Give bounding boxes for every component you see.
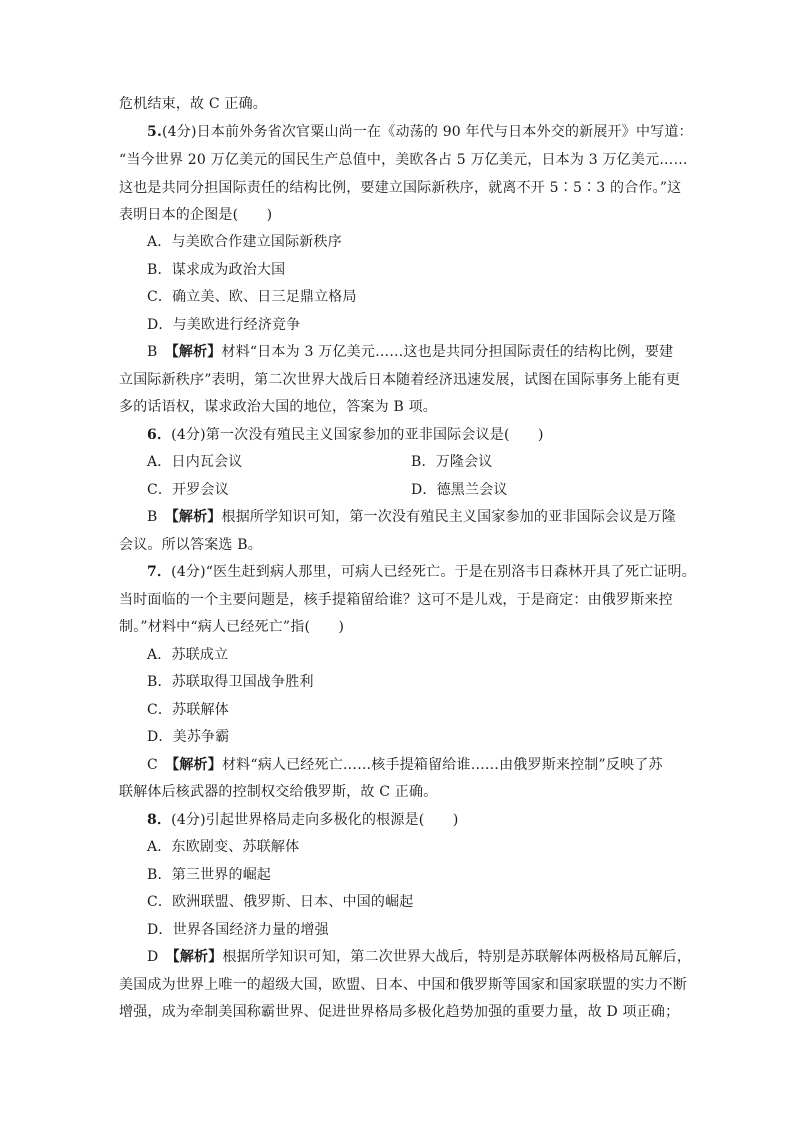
text-line: 危机结束，故 C 正确。 [119, 96, 268, 112]
text-line: 立国际新秩序”表明，第二次世界大战后日本随着经济迅速发展，试图在国际事务上能有更 [119, 372, 681, 388]
question-number: 7． [147, 564, 172, 580]
option-c: C．欧洲联盟、俄罗斯、日本、中国的崛起 [147, 894, 414, 910]
option-c: C．苏联解体 [147, 702, 229, 718]
question-8-stem: 8．(4分)引起世界格局走向多极化的根源是( ) [147, 812, 459, 828]
answer-analysis: B 【解析】根据所学知识可知，第一次没有殖民主义国家参加的亚非国际会议是万隆 [147, 509, 676, 525]
option-c: C．确立美、欧、日三足鼎立格局 [147, 289, 357, 305]
answer-analysis: C 【解析】材料“病人已经死亡……核手提箱留给谁……由俄罗斯来控制”反映了苏 [147, 757, 663, 773]
option-d: D．德黑兰会议 [411, 482, 508, 498]
answer-analysis: D 【解析】根据所学知识可知，第二次世界大战后，特别是苏联解体两极格局瓦解后， [147, 949, 692, 965]
text-line: 当时面临的一个主要问题是，核手提箱留给谁？这可不是儿戏，于是商定：由俄罗斯来控 [119, 592, 673, 608]
text-line: 制。”材料中“病人已经死亡”指( ) [119, 619, 345, 635]
option-b: B．第三世界的崛起 [147, 867, 272, 883]
option-b: B．谋求成为政治大国 [147, 262, 286, 278]
option-d: D．美苏争霸 [147, 729, 230, 745]
question-number: 8． [147, 812, 172, 828]
option-d: D．世界各国经济力量的增强 [147, 922, 329, 938]
question-number: 5. [147, 124, 163, 140]
answer-analysis: B 【解析】材料“日本为 3 万亿美元……这也是共同分担国际责任的结构比例，要建 [147, 344, 674, 360]
option-a: A．苏联成立 [147, 647, 229, 663]
text-line: 会议。所以答案选 B。 [119, 537, 262, 553]
text-line: 多的话语权，谋求政治大国的地位，答案为 B 项。 [119, 399, 437, 415]
text-line: 联解体后核武器的控制权交给俄罗斯，故 C 正确。 [119, 784, 438, 800]
answer-letter: B [147, 344, 158, 360]
option-d: D．与美欧进行经济竞争 [147, 317, 301, 333]
option-a: A．东欧剧变、苏联解体 [147, 839, 300, 855]
answer-letter: C [147, 757, 158, 773]
answer-letter: B [147, 509, 158, 525]
analysis-tag: 【解析】 [172, 757, 222, 773]
text-line: 增强，成为牵制美国称霸世界、促进世界格局多极化趋势加强的重要力量，故 D 项正确； [119, 1004, 680, 1020]
answer-letter: D [147, 949, 159, 965]
option-b: B．苏联取得卫国战争胜利 [147, 674, 314, 690]
question-number: 6． [147, 427, 172, 443]
option-b: B．万隆会议 [411, 454, 493, 470]
text-line: 表明日本的企图是( ) [119, 207, 273, 223]
option-a: A．与美欧合作建立国际新秩序 [147, 234, 342, 250]
text-line: 这也是共同分担国际责任的结构比例，要建立国际新秩序，就离不开 5∶5∶3 的合作。”这 [119, 180, 682, 196]
analysis-tag: 【解析】 [171, 509, 222, 525]
question-7-stem: 7．(4分)“医生赶到病人那里，可病人已经死亡。于是在别洛韦日森林开具了死亡证明。 [147, 564, 696, 580]
option-c: C．开罗会议 [147, 482, 229, 498]
text-line: 美国成为世界上唯一的超级大国，欧盟、日本、中国和俄罗斯等国家和国家联盟的实力不断 [119, 977, 687, 993]
question-5-stem: 5.(4分)日本前外务省次官粟山尚一在《动荡的 90 年代与日本外交的新展开》中写道： [147, 124, 693, 140]
analysis-tag: 【解析】 [171, 344, 222, 360]
text-line: “当今世界 20 万亿美元的国民生产总值中，美欧各占 5 万亿美元，日本为 3 万亿美元…… [119, 152, 688, 168]
analysis-tag: 【解析】 [172, 949, 223, 965]
option-a: A．日内瓦会议 [147, 454, 243, 470]
question-6-stem: 6．(4分)第一次没有殖民主义国家参加的亚非国际会议是( ) [147, 427, 544, 443]
